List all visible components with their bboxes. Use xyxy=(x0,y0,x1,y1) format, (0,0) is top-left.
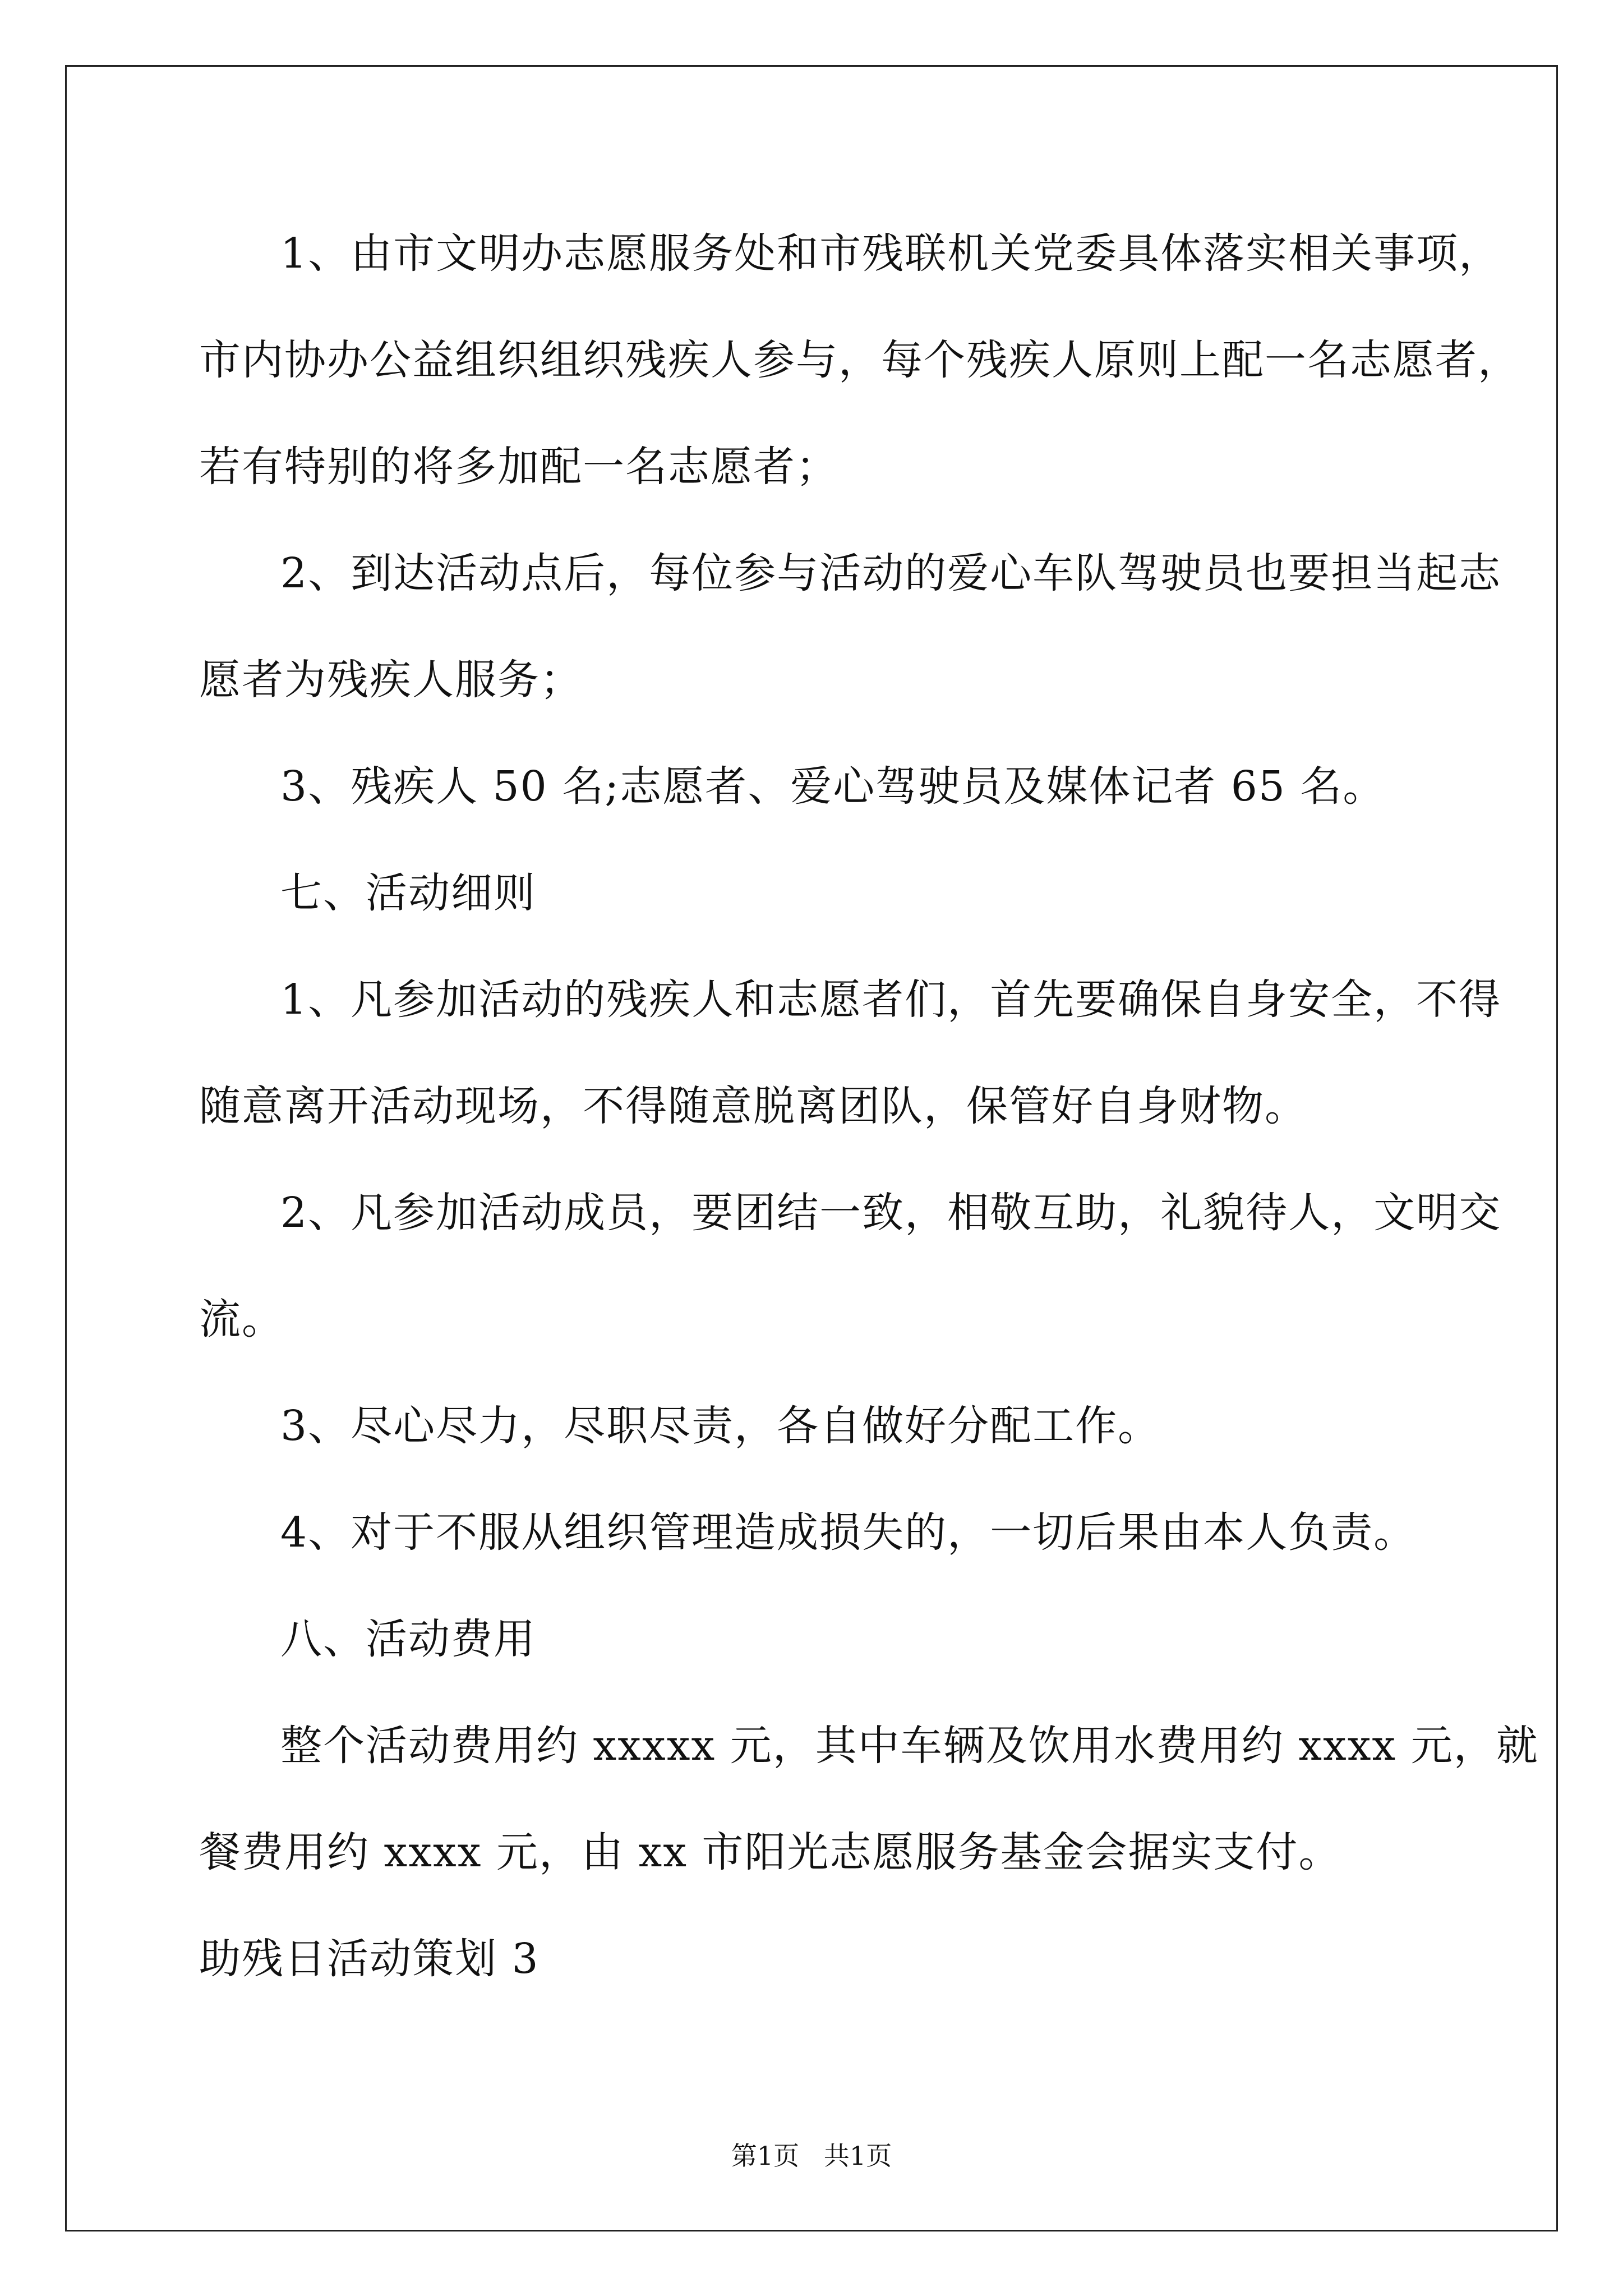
paragraph-line: 餐费用约 xxxx 元，由 xx 市阳光志愿服务基金会据实支付。 xyxy=(199,1828,1341,1876)
paragraph-line: 3、残疾人 50 名;志愿者、爱心驾驶员及媒体记者 65 名。 xyxy=(280,762,1386,811)
paragraph-line: 3、尽心尽力，尽职尽责，各自做好分配工作。 xyxy=(280,1402,1161,1450)
section-heading: 八、活动费用 xyxy=(280,1615,536,1663)
page-footer: 第1页 共1页 xyxy=(731,2141,892,2171)
paragraph-line: 流。 xyxy=(199,1295,284,1343)
paragraph-line: 愿者为残疾人服务； xyxy=(199,656,583,704)
paragraph-line: 1、由市文明办志愿服务处和市残联机关党委具体落实相关事项， xyxy=(280,229,1502,278)
paragraph-line: 2、凡参加活动成员，要团结一致，相敬互助，礼貌待人，文明交 xyxy=(280,1189,1502,1237)
section-heading: 七、活动细则 xyxy=(280,869,536,917)
page-border xyxy=(65,65,1558,2231)
paragraph-line: 市内协办公益组织组织残疾人参与，每个残疾人原则上配一名志愿者， xyxy=(199,336,1520,384)
paragraph-line: 随意离开活动现场，不得随意脱离团队，保管好自身财物。 xyxy=(199,1082,1307,1130)
paragraph-line: 整个活动费用约 xxxxx 元，其中车辆及饮用水费用约 xxxx 元，就 xyxy=(280,1722,1539,1770)
paragraph-line: 若有特别的将多加配一名志愿者； xyxy=(199,443,838,491)
document-title: 助残日活动策划 3 xyxy=(199,1935,540,1983)
paragraph-line: 1、凡参加活动的残疾人和志愿者们，首先要确保自身安全，不得 xyxy=(280,976,1502,1024)
paragraph-line: 2、到达活动点后，每位参与活动的爱心车队驾驶员也要担当起志 xyxy=(280,549,1502,597)
paragraph-line: 4、对于不服从组织管理造成损失的，一切后果由本人负责。 xyxy=(280,1508,1417,1557)
